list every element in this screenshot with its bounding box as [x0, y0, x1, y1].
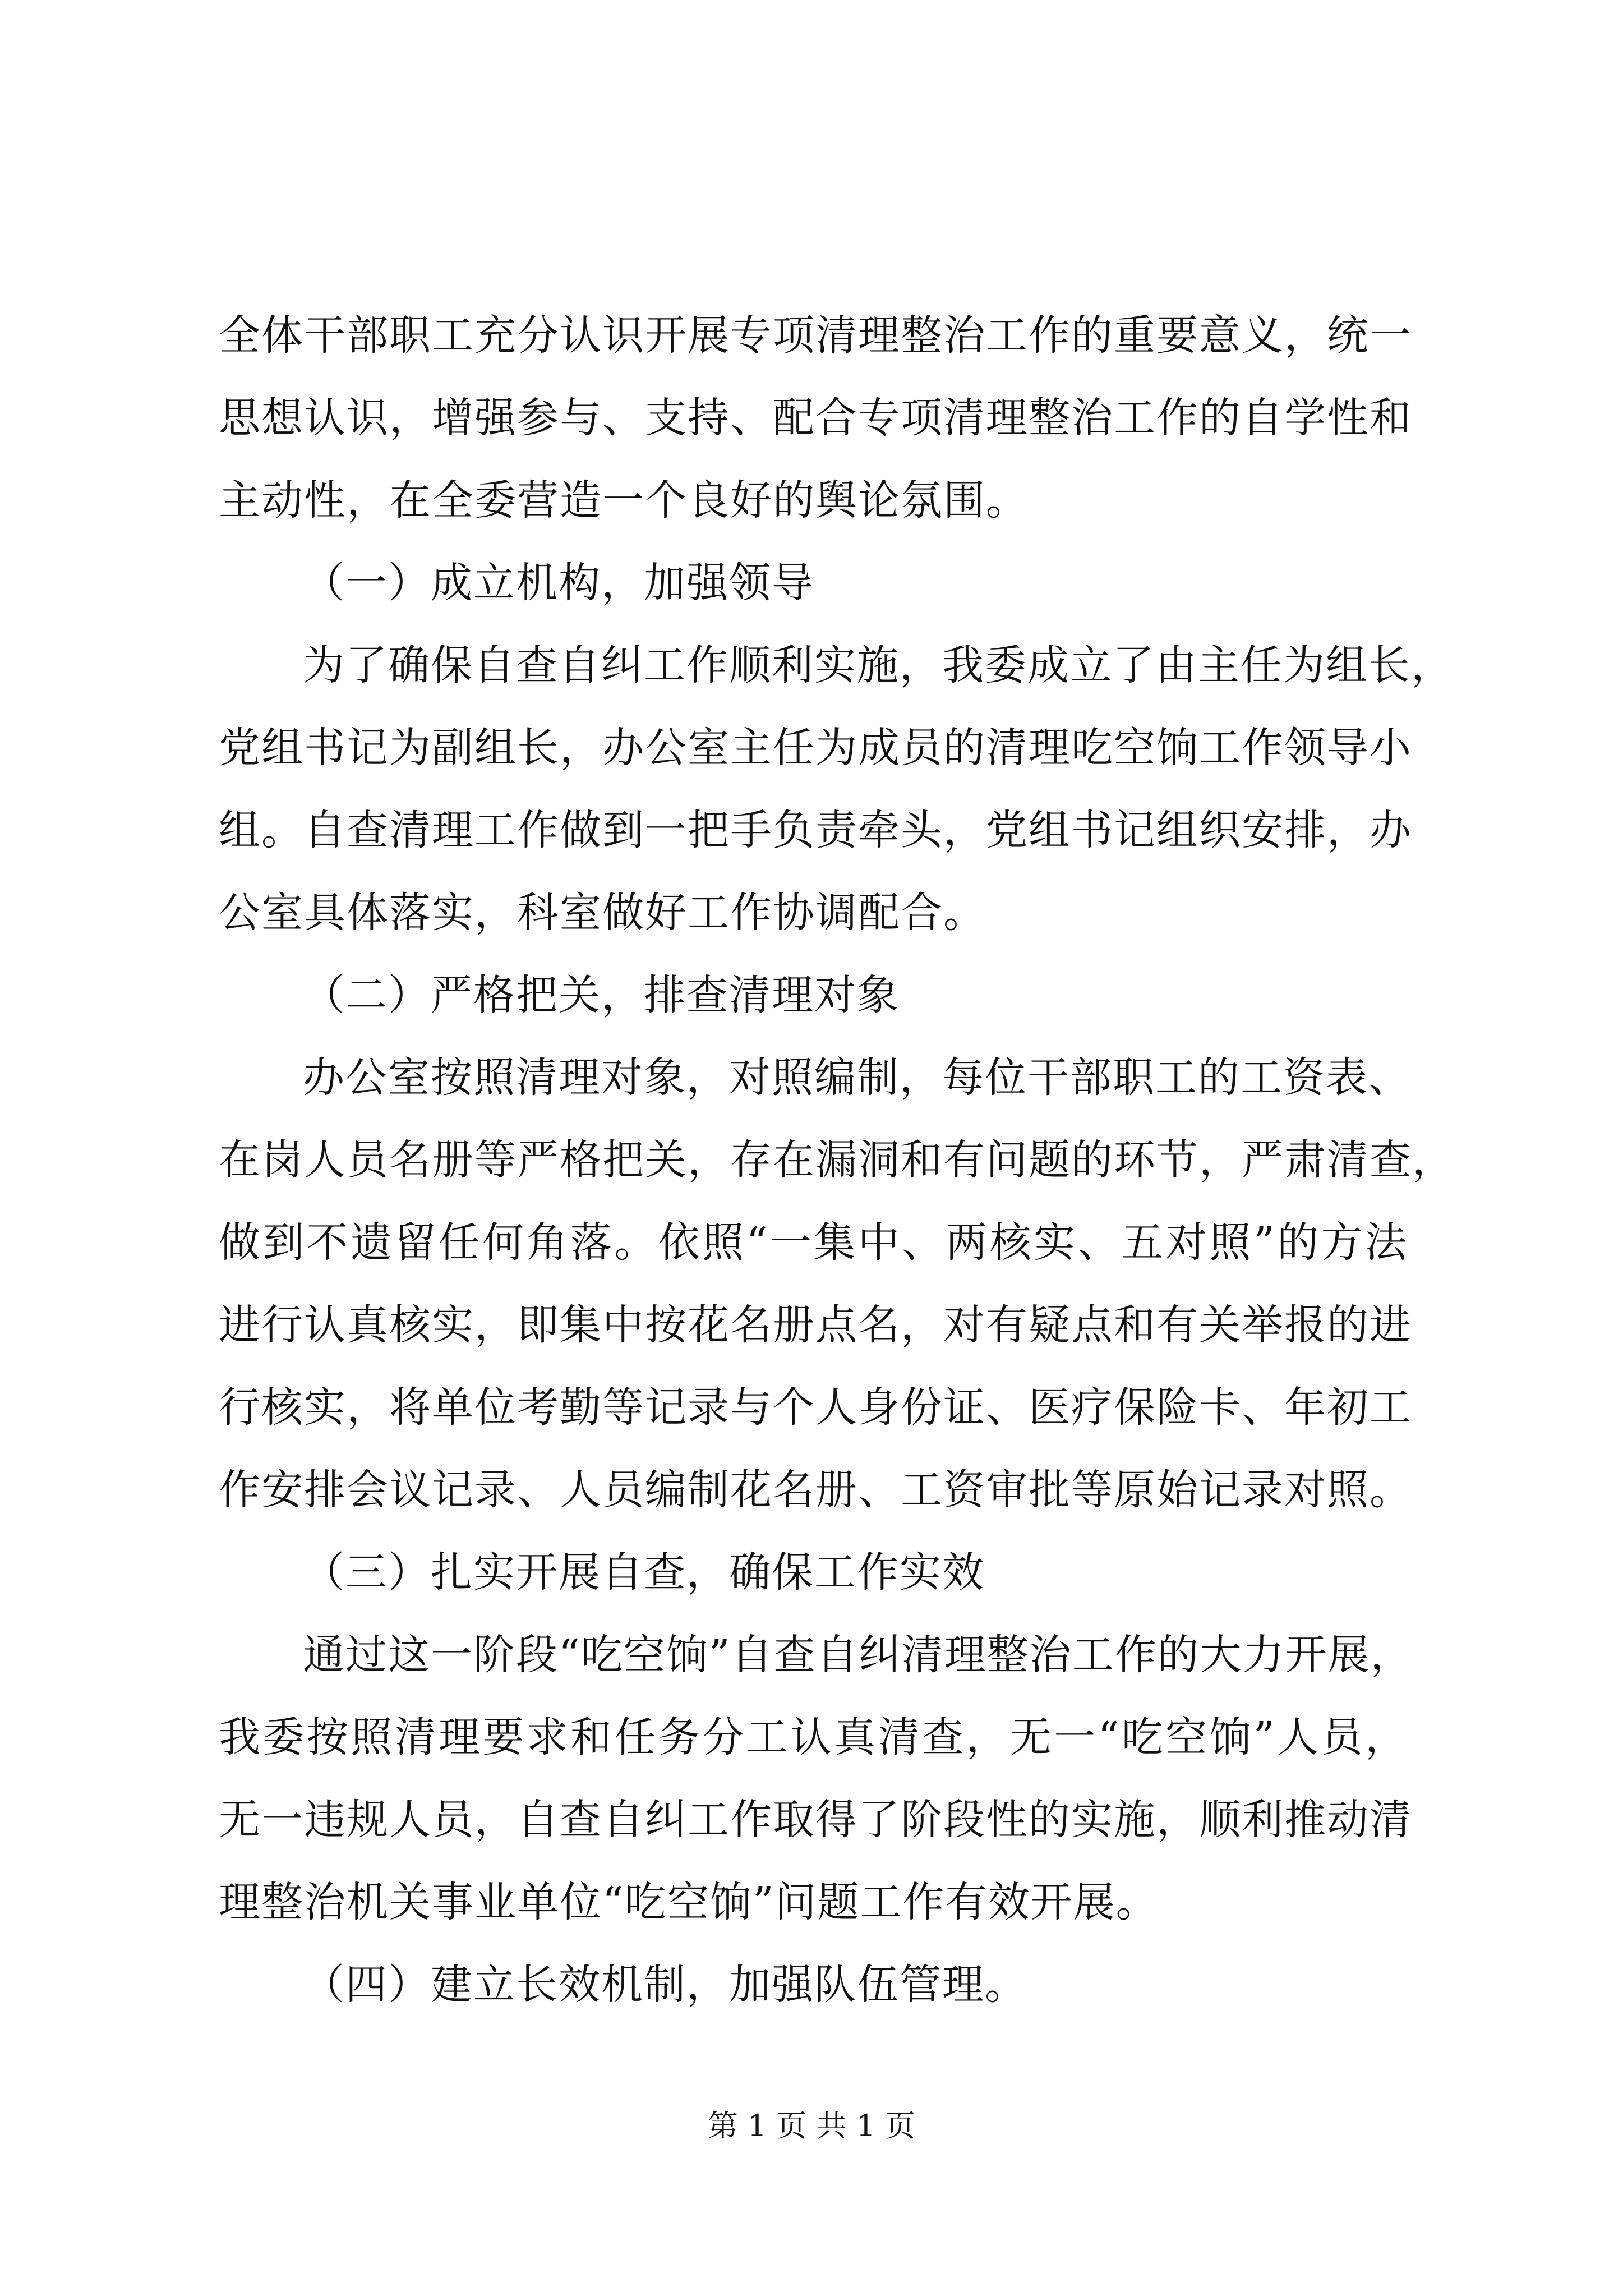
- body-text-line: 理整治机关事业单位“吃空饷”问题工作有效开展。: [219, 1878, 1159, 1926]
- section-heading-3: （三）扎实开展自查，确保工作实效: [303, 1548, 985, 1596]
- body-text-line: 全体干部职工充分认识开展专项清理整治工作的重要意义，统一: [219, 311, 1412, 360]
- body-text-line: 做到不遗留任何角落。依照“一集中、两核实、五对照”的方法: [219, 1218, 1408, 1267]
- paragraph-first-line: 为了确保自查自纠工作顺利实施，我委成立了由主任为组长，: [303, 641, 1454, 689]
- body-text-line: 进行认真核实，即集中按花名册点名，对有疑点和有关举报的进: [219, 1301, 1412, 1349]
- page-footer: 第 1 页 共 1 页: [707, 2108, 916, 2143]
- body-text-line: 无一违规人员，自查自纠工作取得了阶段性的实施，顺利推动清: [219, 1796, 1412, 1844]
- section-heading-2: （二）严格把关，排查清理对象: [303, 971, 900, 1019]
- body-text-line: 思想认识，增强参与、支持、配合专项清理整治工作的自学性和: [219, 394, 1412, 442]
- body-text-line: 党组书记为副组长，办公室主任为成员的清理吃空饷工作领导小: [219, 724, 1412, 772]
- body-text-line: 作安排会议记录、人员编制花名册、工资审批等原始记录对照。: [219, 1466, 1412, 1514]
- body-text-line: 主动性，在全委营造一个良好的舆论氛围。: [219, 476, 1029, 524]
- section-heading-1: （一）成立机构，加强领导: [303, 559, 814, 607]
- section-heading-4: （四）建立长效机制，加强队伍管理。: [303, 1961, 1027, 2009]
- body-text-line: 公室具体落实，科室做好工作协调配合。: [219, 889, 986, 937]
- paragraph-first-line: 通过这一阶段“吃空饷”自查自纠清理整治工作的大力开展，: [303, 1631, 1413, 1679]
- body-text-line: 我委按照清理要求和任务分工认真清查，无一“吃空饷”人员，: [219, 1713, 1408, 1761]
- body-text-line: 在岗人员名册等严格把关，存在漏洞和有问题的环节，严肃清查，: [219, 1136, 1455, 1184]
- paragraph-first-line: 办公室按照清理对象，对照编制，每位干部职工的工资表、: [303, 1053, 1411, 1102]
- body-text-line: 行核实，将单位考勤等记录与个人身份证、医疗保险卡、年初工: [219, 1383, 1412, 1432]
- body-text-line: 组。自查清理工作做到一把手负责牵头，党组书记组织安排，办: [219, 806, 1412, 854]
